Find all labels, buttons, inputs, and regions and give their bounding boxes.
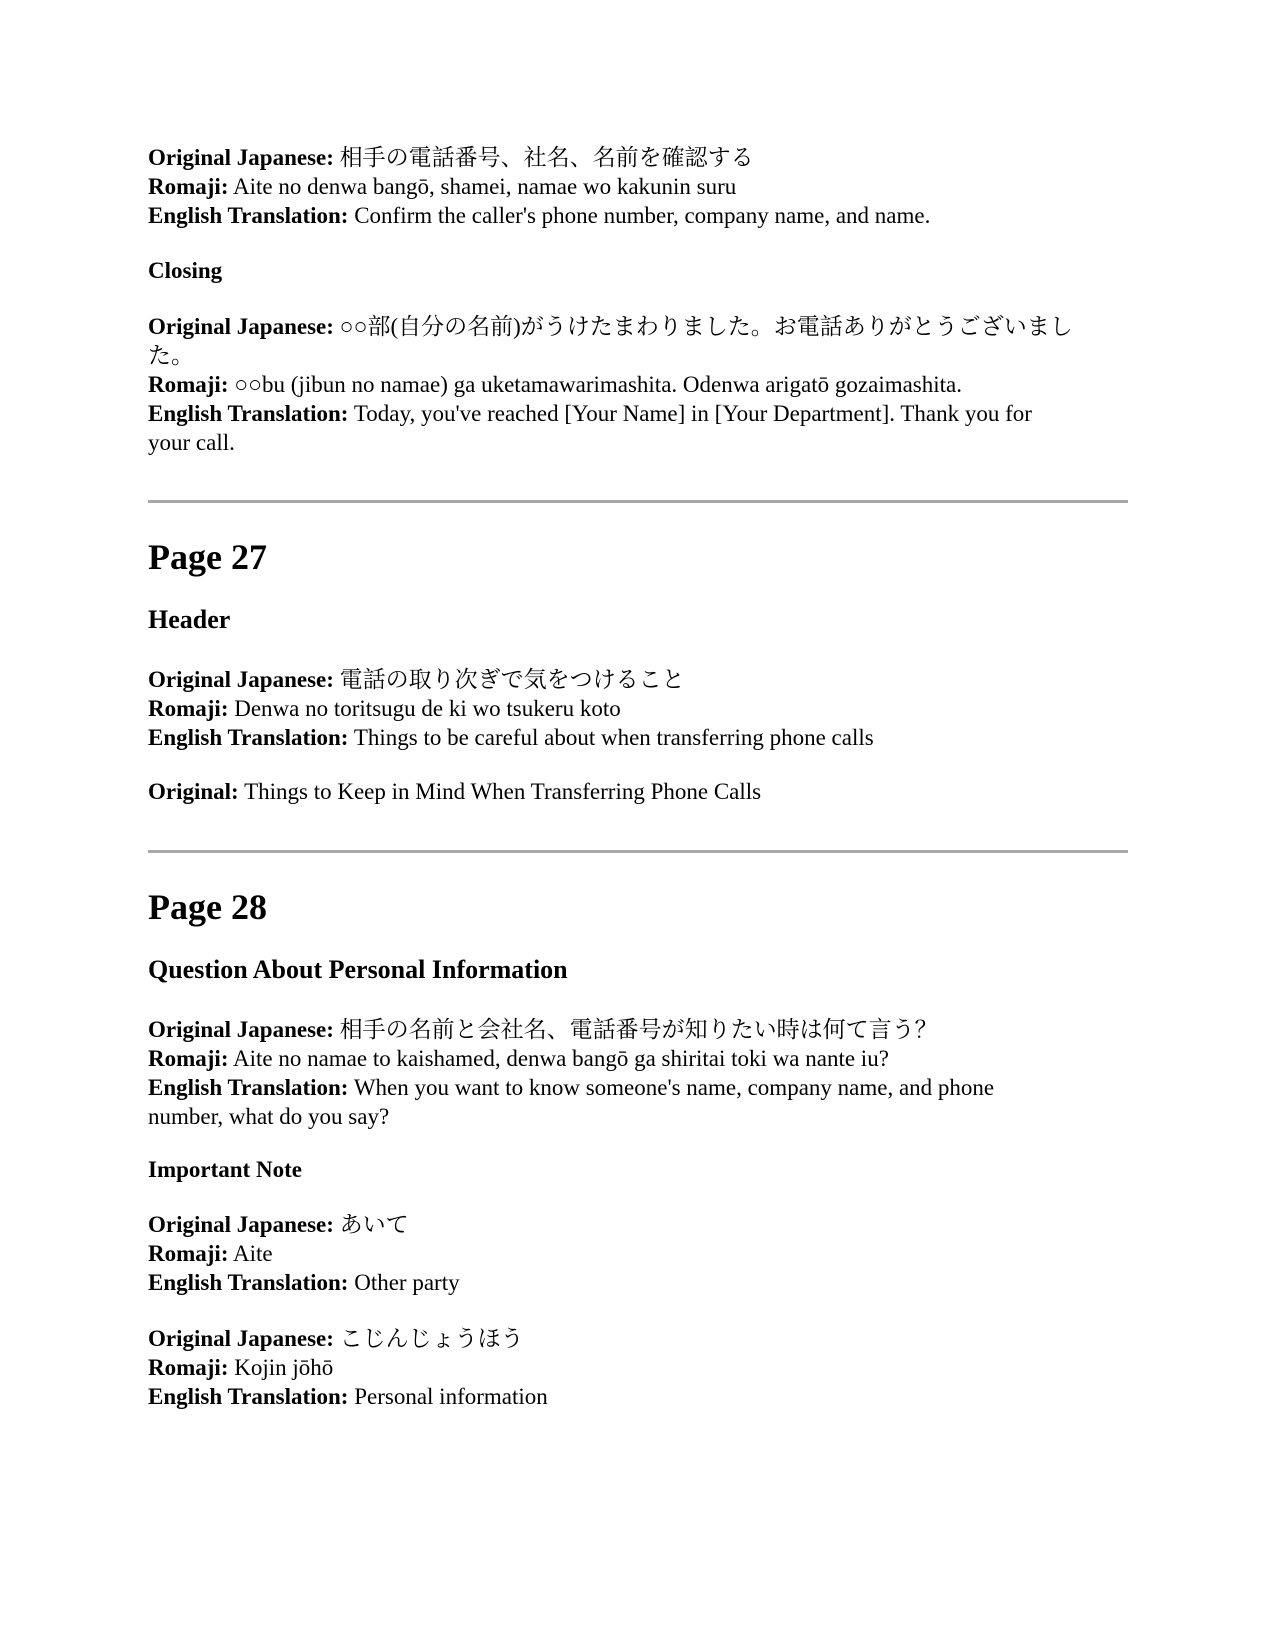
label-romaji: Romaji: (148, 174, 229, 199)
label-english-translation: English Translation: (148, 1384, 349, 1409)
page-title-28: Page 28 (148, 887, 267, 927)
label-romaji: Romaji: (148, 1241, 229, 1266)
label-romaji: Romaji: (148, 1355, 229, 1380)
label-english-translation: English Translation: (148, 401, 349, 426)
label-original: Original: (148, 779, 239, 804)
label-romaji: Romaji: (148, 1046, 229, 1071)
english-text: Confirm the caller's phone number, company name, and name. (354, 203, 931, 228)
romaji-text: Aite no namae to kaishamed, denwa bangō ga shiritai toki wa nante iu? (232, 1046, 889, 1071)
label-original-japanese: Original Japanese: (148, 145, 334, 170)
romaji-text: Aite no denwa bangō, shamei, namae wo kakunin suru (232, 174, 737, 199)
label-romaji: Romaji: (148, 696, 229, 721)
original-text: Things to Keep in Mind When Transferring Phone Calls (244, 779, 762, 804)
japanese-text: 相手の名前と会社名、電話番号が知りたい時は何て言う？ (339, 1017, 938, 1042)
japanese-text: 電話の取り次ぎで気をつけること (339, 667, 685, 692)
label-original-japanese: Original Japanese: (148, 1326, 334, 1351)
entry-confirm-caller (148, 143, 1128, 230)
japanese-text: 相手の電話番号、社名、名前を確認する (339, 145, 754, 170)
entry-kojin-joho (148, 1324, 1128, 1411)
closing-heading: Closing (148, 258, 223, 283)
english-text: Things to be careful about when transferring phone calls (353, 725, 874, 750)
label-english-translation: English Translation: (148, 203, 349, 228)
english-text: When you want to know someone's name, company name, and phone number, what do you say? (148, 1075, 995, 1129)
label-english-translation: English Translation: (148, 1270, 349, 1295)
label-original-japanese: Original Japanese: (148, 667, 334, 692)
entry-ask-name (148, 1015, 1048, 1131)
label-original-japanese: Original Japanese: (148, 1017, 334, 1042)
section-divider (148, 500, 1128, 503)
entry-aite (148, 1210, 1128, 1297)
english-text: Today, you've reached [Your Name] in [Your Department]. Thank you for your call. (148, 401, 1032, 455)
romaji-text: ○○bu (jibun no namae) ga uketamawarimashita. Odenwa arigatō gozaimashita. (234, 372, 962, 397)
important-note-heading: Important Note (148, 1157, 302, 1182)
japanese-text: あいて (339, 1212, 409, 1237)
page-title-27: Page 27 (148, 537, 267, 577)
entry-transfer-calls (148, 665, 1128, 752)
romaji-text: Aite (232, 1241, 273, 1266)
label-english-translation: English Translation: (148, 725, 349, 750)
japanese-text: こじんじょうほう (339, 1326, 524, 1351)
section-title-header: Header (148, 605, 231, 634)
entry-closing (148, 312, 1078, 457)
section-divider (148, 850, 1128, 853)
japanese-text: ○○部(自分の名前)がうけたまわりました。お電話ありがとうございました。 (148, 314, 1073, 368)
section-title-personal-info: Question About Personal Information (148, 955, 568, 984)
label-original-japanese: Original Japanese: (148, 1212, 334, 1237)
romaji-text: Kojin jōhō (234, 1355, 334, 1380)
original-line (148, 777, 1128, 806)
english-text: Personal information (354, 1384, 548, 1409)
english-text: Other party (354, 1270, 460, 1295)
romaji-text: Denwa no toritsugu de ki wo tsukeru koto (234, 696, 621, 721)
label-english-translation: English Translation: (148, 1075, 349, 1100)
label-romaji: Romaji: (148, 372, 229, 397)
label-original-japanese: Original Japanese: (148, 314, 334, 339)
